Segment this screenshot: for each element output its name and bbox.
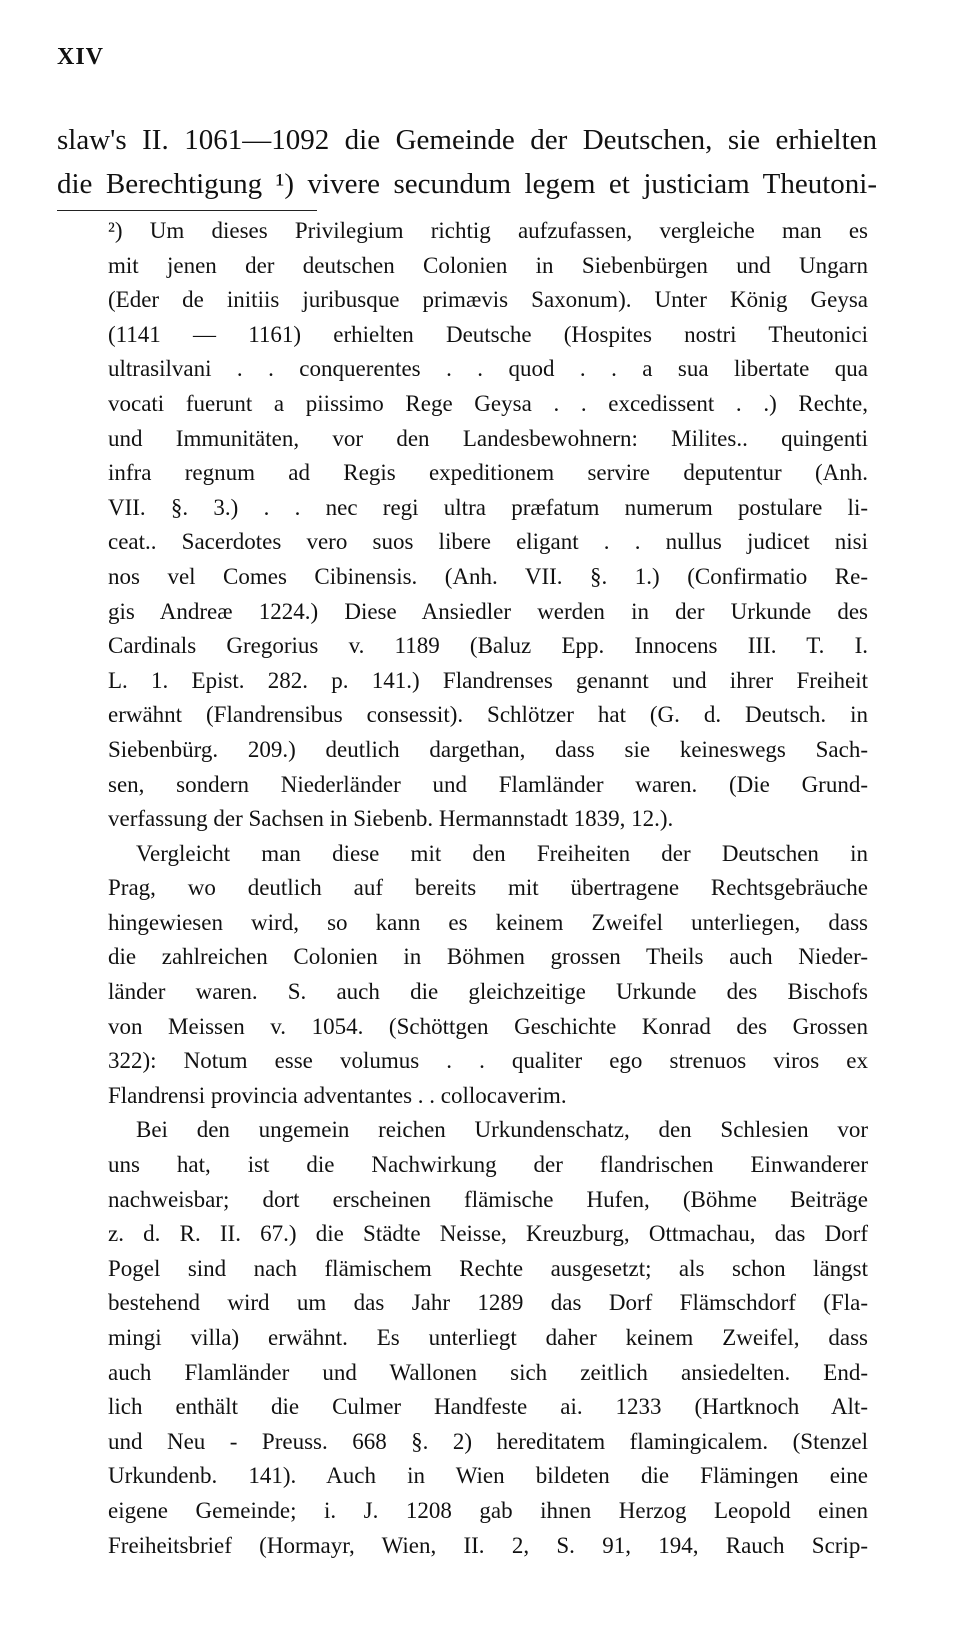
footnote-line: infra regnum ad Regis expeditionem servire deputentur (Anh. bbox=[108, 460, 868, 486]
footnote-line: mit jenen der deutschen Colonien in Siebenbürgen und Ungarn bbox=[108, 252, 868, 278]
main-text-line: die Berechtigung ¹) vivere secundum legem et justiciam Theutoni- bbox=[57, 168, 877, 200]
footnote-line: (1141 — 1161) erhielten Deutsche (Hospites nostri Theutonici bbox=[108, 321, 868, 347]
footnote-line: Urkundenb. 141). Auch in Wien bildeten die Flämingen eine bbox=[108, 1463, 868, 1489]
footnote-line: und Immunitäten, vor den Landesbewohnern: Milites.. quingenti bbox=[108, 425, 868, 451]
footnote-line: 322): Notum esse volumus . . qualiter ego strenuos viros ex bbox=[108, 1048, 868, 1074]
footnote-line: Prag, wo deutlich auf bereits mit übertragene Rechtsgebräuche bbox=[108, 875, 868, 901]
footnote-line: Cardinals Gregorius v. 1189 (Baluz Epp. Innocens III. T. I. bbox=[108, 633, 868, 659]
footnote-line: länder waren. S. auch die gleichzeitige Urkunde des Bischofs bbox=[108, 979, 868, 1005]
footnote-line: hingewiesen wird, so kann es keinem Zweifel unterliegen, dass bbox=[108, 909, 868, 935]
footnote-line: eigene Gemeinde; i. J. 1208 gab ihnen Herzog Leopold einen bbox=[108, 1497, 868, 1523]
footnote-line: ²) Um dieses Privilegium richtig aufzufassen, vergleiche man es bbox=[108, 218, 868, 243]
footnote-line: auch Flamländer und Wallonen sich zeitlich ansiedelten. End- bbox=[108, 1359, 868, 1385]
footnote-line: ceat.. Sacerdotes vero suos libere eligant . . nullus judicet nisi bbox=[108, 529, 868, 555]
footnote-line: (Eder de initiis juribusque primævis Saxonum). Unter König Geysa bbox=[108, 287, 868, 313]
footnote-divider bbox=[57, 210, 317, 211]
main-text-block bbox=[57, 118, 877, 206]
footnote-line: verfassung der Sachsen in Siebenb. Hermannstadt 1839, 12.). bbox=[108, 806, 674, 832]
footnote-line: ultrasilvani . . conquerentes . . quod . . a sua libertate qua bbox=[108, 356, 868, 382]
footnote-line: Pogel sind nach flämischem Rechte ausgesetzt; als schon längst bbox=[108, 1255, 868, 1281]
footnote-line: nachweisbar; dort erscheinen flämische Hufen, (Böhme Beiträge bbox=[108, 1186, 868, 1212]
footnote-line: Vergleicht man diese mit den Freiheiten der Deutschen in bbox=[136, 840, 868, 866]
footnote-line: gis Andreæ 1224.) Diese Ansiedler werden in der Urkunde des bbox=[108, 598, 868, 624]
footnote-line: erwähnt (Flandrensibus consessit). Schlötzer hat (G. d. Deutsch. in bbox=[108, 702, 868, 728]
footnote-line: mingi villa) erwähnt. Es unterliegt daher keinem Zweifel, dass bbox=[108, 1325, 868, 1350]
footnote-line: VII. §. 3.) . . nec regi ultra præfatum numerum postulare li- bbox=[108, 494, 868, 520]
footnote-line: vocati fuerunt a piissimo Rege Geysa . . excedissent . .) Rechte, bbox=[108, 390, 868, 416]
main-text-line: slaw's II. 1061—1092 die Gemeinde der Deutschen, sie erhielten bbox=[57, 124, 877, 156]
footnote-line: bestehend wird um das Jahr 1289 das Dorf Flämschdorf (Fla- bbox=[108, 1290, 868, 1316]
footnote-line: sen, sondern Niederländer und Flamländer waren. (Die Grund- bbox=[108, 771, 868, 797]
footnote-line: von Meissen v. 1054. (Schöttgen Geschichte Konrad des Grossen bbox=[108, 1013, 868, 1039]
footnote-line: L. 1. Epist. 282. p. 141.) Flandrenses genannt und ihrer Freiheit bbox=[108, 667, 868, 693]
footnote-line: uns hat, ist die Nachwirkung der flandrischen Einwanderer bbox=[108, 1152, 868, 1178]
footnote-line: nos vel Comes Cibinensis. (Anh. VII. §. 1.) (Confirmatio Re- bbox=[108, 563, 868, 589]
footnote-line: die zahlreichen Colonien in Böhmen grossen Theils auch Nieder- bbox=[108, 944, 868, 970]
footnote-line: Bei den ungemein reichen Urkundenschatz, den Schlesien vor bbox=[136, 1117, 868, 1143]
footnote-line: Flandrensi provincia adventantes . . collocaverim. bbox=[108, 1082, 567, 1108]
footnote-line: Siebenbürg. 209.) deutlich dargethan, dass sie keineswegs Sach- bbox=[108, 736, 868, 762]
footnote-block bbox=[108, 214, 868, 1563]
footnote-line: Freiheitsbrief (Hormayr, Wien, II. 2, S. 91, 194, Rauch Scrip- bbox=[108, 1532, 868, 1558]
footnote-line: und Neu - Preuss. 668 §. 2) hereditatem flamingicalem. (Stenzel bbox=[108, 1428, 868, 1454]
page-number: XIV bbox=[57, 44, 105, 70]
footnote-line: lich enthält die Culmer Handfeste ai. 1233 (Hartknoch Alt- bbox=[108, 1394, 868, 1420]
footnote-line: z. d. R. II. 67.) die Städte Neisse, Kreuzburg, Ottmachau, das Dorf bbox=[108, 1221, 868, 1247]
